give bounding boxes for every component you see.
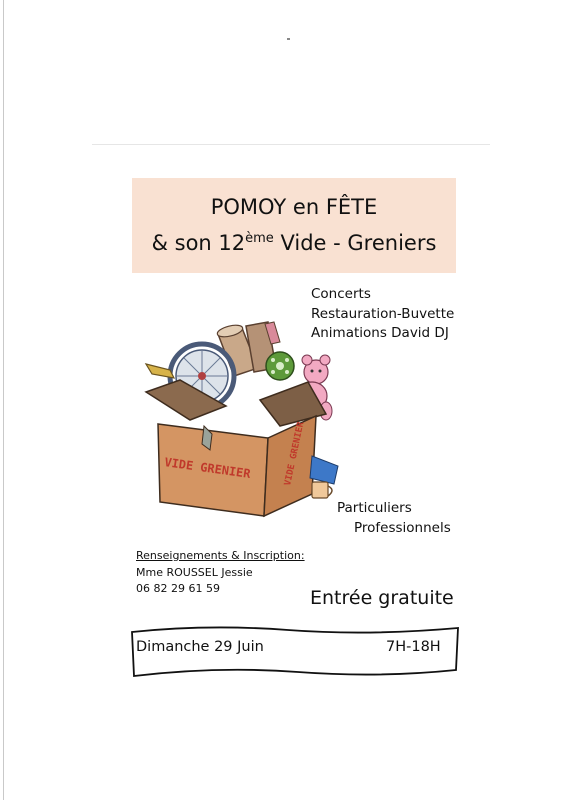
cloth-icon <box>310 456 338 484</box>
contact-name: Mme ROUSSEL Jessie <box>136 565 253 579</box>
mug-icon <box>312 482 332 498</box>
date-banner <box>128 622 462 680</box>
junk-box-illustration <box>140 316 340 526</box>
event-title: POMOY en FÊTE <box>210 195 378 219</box>
activity-item: Concerts <box>311 286 371 302</box>
subtitle-prefix: & son 12 <box>151 231 246 255</box>
event-date: Dimanche 29 Juin <box>136 639 264 655</box>
participant-type: Professionnels <box>354 520 451 536</box>
scan-speck <box>287 38 290 40</box>
box-label-front: VIDE GRENIER <box>163 455 252 482</box>
box-label-side: VIDE GRENIER <box>283 420 307 487</box>
free-entry-text: Entrée gratuite <box>310 587 454 609</box>
activity-item: Animations David DJ <box>311 325 449 341</box>
contact-block <box>136 548 305 598</box>
subtitle-superscript: ème <box>245 231 274 246</box>
event-hours: 7H-18H <box>386 639 441 655</box>
activity-item: Restauration-Buvette <box>311 305 455 322</box>
green-wheel-icon <box>266 352 294 380</box>
contact-phone: 06 82 29 61 59 <box>136 582 220 595</box>
subtitle-suffix: Vide - Greniers <box>273 231 437 255</box>
title-banner <box>132 178 456 273</box>
participants-list <box>337 498 451 538</box>
divider-line <box>92 144 490 145</box>
contact-heading: Renseignements & Inscription: <box>136 549 305 562</box>
page-edge <box>3 0 4 800</box>
event-subtitle <box>152 223 437 259</box>
participant-type: Particuliers <box>337 500 412 516</box>
